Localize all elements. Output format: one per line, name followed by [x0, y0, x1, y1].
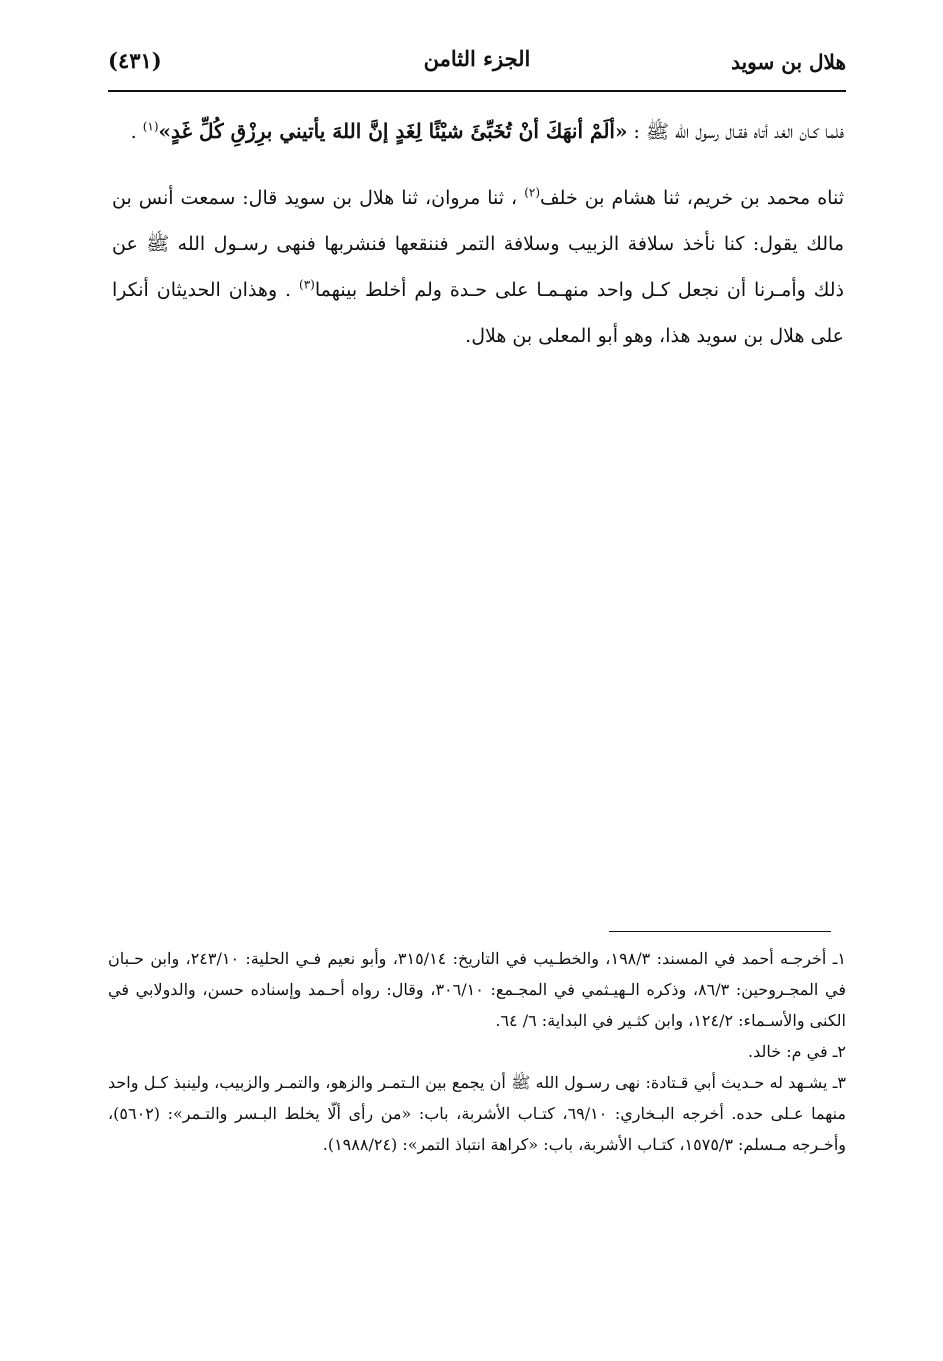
page-header	[108, 42, 846, 88]
p2-part-1: ثناه محمد بن خريم، ثنا هشام بن خلف	[540, 187, 844, 209]
paragraph-1	[112, 108, 844, 155]
main-text	[112, 108, 844, 359]
footnote-ref-2: (٢)	[524, 185, 541, 200]
footnote-divider	[609, 931, 831, 932]
footnotes	[108, 943, 846, 1160]
running-title: هلال بن سويد	[731, 50, 846, 74]
p2-part-2: ، ثنا مروان، ثنا هلال بن سويد قال: سمعت أنس بن مالك يقول: كنا نأخذ سلافة الزبيب وسلافة التمر فننقعها فنشربها فنهى رسـول الله ﷺ عن ذلك وأمـرنا أن نجعل كـل واحد منهـمـا على حـدة ولم أخلط بينهما	[112, 187, 844, 301]
p1-end: .	[130, 121, 143, 143]
paragraph-2	[112, 175, 844, 359]
page-number: (٤٣١)	[108, 48, 162, 73]
footnote-2: ٢ـ في م: خالد.	[748, 1042, 846, 1061]
footnote-ref-1: (١)	[142, 119, 159, 134]
p2-part-3: . وهذان الحديثان أنكرا على هلال بن سويد هذا، وهو أبو المعلى بن هلال.	[112, 279, 844, 347]
footnote-ref-3: (٣)	[299, 277, 315, 292]
footnote-1: ١ـ أخرجـه أحمد في المسند: ١٩٨/٣، والخطـيب في التاريخ: ٣١٥/١٤، وأبو نعيم فـي الحلية: ٢٤٣/١٠، وابن حـبان في المجـروحين: ٨٦/٣، وذكره الـهيـثمي في المجـمع: ٣٠٦/١٠، وقال: رواه أحـمد وإسناده حسن، والدولابي في الكنى والأسـماء: ١٢٤/٢، وابن كثـير في البداية: ٦/ ٦٤.	[108, 949, 847, 1030]
volume-title: الجزء الثامن	[423, 46, 531, 71]
footnote-3: ٣ـ يشـهد له حـديث أبي قـتادة: نهى رسـول الله ﷺ أن يجمع بين الـتمـر والزهو، والتمـر والزبيب، ولينبذ كـل واحد منهما عـلى حده. أخرجه البـخاري: ٦٩/١٠، كتـاب الأشربة، باب: «من رأى ألّا يخلط البـسر والتـمر»: (٥٦٠٢)، وأخـرجه مـسلم: ١٥٧٥/٣، كتـاب الأشربة، باب: «كراهة انتباذ التمر»: (١٩٨٨/٢٤).	[108, 1073, 847, 1154]
hadith-quote: «ألَمْ أنهَكَ أنْ تُخَبِّئَ شيْئًا لِغَدٍ إنَّ اللهَ يأتيني برِزْقِ كُلِّ غَدٍ»	[158, 119, 628, 143]
p1-intro: فلما كـان الغد أتاه فقـال رسول الله ﷺ :	[633, 121, 844, 143]
header-divider	[108, 90, 846, 92]
